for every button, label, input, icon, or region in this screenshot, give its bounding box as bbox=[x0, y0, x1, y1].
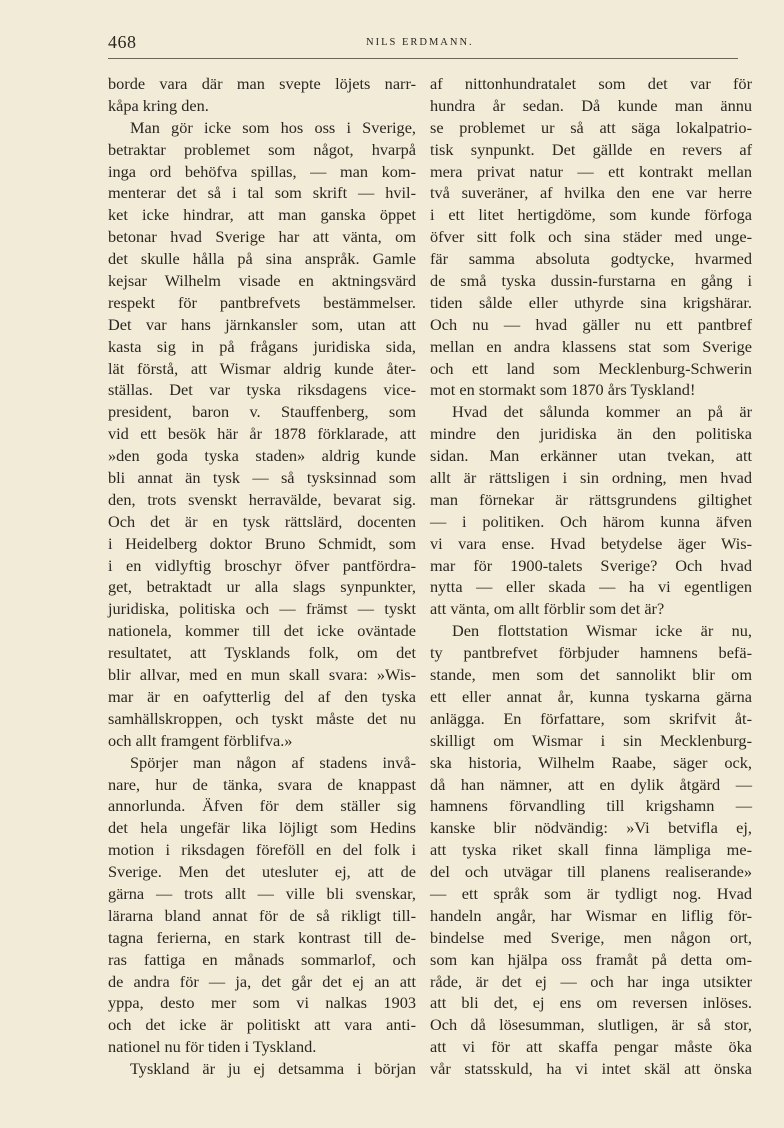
text-line: ket icke hindrar, att man ganska öppet bbox=[108, 205, 416, 225]
text-line: se problemet ur så att säga lokalpatrio- bbox=[430, 117, 752, 137]
text-line: mar för 1900-talets Sverige? Och hvad bbox=[430, 555, 752, 575]
text-line: betraktar problemet som något, hvarpå bbox=[108, 139, 416, 159]
text-line: gärna — trots allt — ville bli svenskar, bbox=[108, 883, 416, 903]
text-line: mindre den juridiska än den politiska bbox=[430, 424, 752, 444]
text-line: skilligt om Wismar i sin Mecklenburg- bbox=[430, 730, 752, 750]
text-line: menterar det så i tal som skrift — hvil- bbox=[108, 183, 416, 203]
text-line: kasta sig in på frågans juridiska sida, bbox=[108, 336, 416, 356]
text-line: tiden sålde eller uthyrde sina krigshärar. bbox=[430, 292, 752, 312]
text-line: tisk synpunkt. Det gällde en revers af bbox=[430, 139, 752, 159]
text-line: att bli det, ej ens om reversen inlöses. bbox=[430, 993, 752, 1013]
text-line: bindelse med Sverige, men någon ort, bbox=[430, 927, 752, 947]
text-line: och ett land som Mecklenburg-Schwerin bbox=[430, 358, 752, 378]
text-line: två suveräner, af hvilka den ene var herre bbox=[430, 183, 752, 203]
text-line: anlägga. En författare, som skrifvit åt- bbox=[430, 708, 752, 728]
text-line: juridiska, politiska och — främst — tyskt bbox=[108, 599, 416, 619]
text-line: vid ett besök här år 1878 förklarade, att bbox=[108, 424, 416, 444]
text-line: att vänta, om allt förblir som det är? bbox=[430, 599, 665, 619]
header-rule bbox=[108, 58, 738, 59]
text-line: Och nu — hvad gäller nu ett pantbref bbox=[430, 314, 752, 334]
text-line: då han nämner, att en dylik åtgärd — bbox=[430, 774, 752, 794]
text-line: Hvad det sålunda kommer an på är bbox=[452, 402, 752, 422]
text-line: hamnens förvandling till krigshamn — bbox=[430, 796, 752, 816]
text-line: vi vara ense. Hvad betydelse äger Wis- bbox=[430, 533, 752, 553]
text-line: att vi för att skaffa pengar måste öka bbox=[430, 1037, 752, 1057]
text-line: del och utvägar till planens realiserande» bbox=[430, 862, 752, 882]
text-line: motion i riksdagen föreföll en del folk i bbox=[108, 840, 416, 860]
text-line: ställas. Det var tyska riksdagens vice- bbox=[108, 380, 416, 400]
text-line: fär samma absoluta godtycke, hvarmed bbox=[430, 249, 752, 269]
text-line: i Heidelberg doktor Bruno Schmidt, som bbox=[108, 533, 416, 553]
text-line: nationela, kommer till det icke oväntade bbox=[108, 621, 416, 641]
text-line: mera privat natur — ett kontrakt mellan bbox=[430, 161, 752, 181]
text-line: blir allvar, med en mun skall svara: »Wis- bbox=[108, 665, 416, 685]
text-line: i en vidlyftig broschyr öfver pantfördra- bbox=[108, 555, 416, 575]
page-header bbox=[108, 32, 738, 58]
text-line: resultatet, att Tysklands folk, om det bbox=[108, 643, 416, 663]
text-line: get, betraktadt ur alla slags synpunkter, bbox=[108, 577, 416, 597]
text-line: af nittonhundratalet som det var för bbox=[430, 74, 752, 93]
text-line: nytta — eller skada — ha vi egentligen bbox=[430, 577, 752, 597]
text-line: — i politiken. Och härom kunna äfven bbox=[430, 511, 752, 531]
text-line: — ett språk som är tydligt nog. Hvad bbox=[430, 883, 752, 903]
text-line: de små tyska dussin-furstarna en gång i bbox=[430, 271, 752, 291]
text-line: borde vara där man svepte löjets narr- bbox=[108, 74, 416, 93]
text-line: Sverige. Men det utesluter ej, att de bbox=[108, 862, 416, 882]
text-line: betonar hvad Sverige har att vänta, om bbox=[108, 227, 416, 247]
text-line: Tyskland är ju ej detsamma i början bbox=[130, 1059, 416, 1079]
text-line: president, baron v. Stauffenberg, som bbox=[108, 402, 416, 422]
text-line: Det var hans järnkansler som, utan att bbox=[108, 314, 416, 334]
text-line: ska historia, Wilhelm Raabe, säger ock, bbox=[430, 752, 752, 772]
text-line: råde, är det ej — och har inga utsikter bbox=[430, 971, 752, 991]
text-line: allt är rättsligen i sin ordning, men hvad bbox=[430, 468, 752, 488]
text-line: Man gör icke som hos oss i Sverige, bbox=[130, 117, 416, 137]
text-line: kanske blir nödvändig: »Vi betvifla ej, bbox=[430, 818, 752, 838]
text-line: i ett litet hertigdöme, som kunde förfoga bbox=[430, 205, 752, 225]
text-line: inga ord behöfva spillas, — man kom- bbox=[108, 161, 416, 181]
text-line: lärarna bland annat för de så rikligt till- bbox=[108, 905, 416, 925]
text-line: de andra för — ja, det går det ej an att bbox=[108, 971, 416, 991]
text-line: ett eller annat år, kunna tyskarna gärna bbox=[430, 686, 752, 706]
text-line: »den goda tyska staden» aldrig kunde bbox=[108, 446, 416, 466]
text-line: och det icke är politiskt att vara anti- bbox=[108, 1015, 416, 1035]
text-line: man förnekar är rättsgrundens giltighet bbox=[430, 489, 752, 509]
text-line: kejsar Wilhelm visade en aktningsvärd bbox=[108, 271, 416, 291]
text-line: Och då lösesumman, slutligen, är så stor, bbox=[430, 1015, 752, 1035]
text-line: tagna ferierna, en stark kontrast till de- bbox=[108, 927, 416, 947]
text-line: Spörjer man någon af stadens invå- bbox=[130, 752, 416, 772]
text-line: det skulle hålla på sina anspråk. Gamle bbox=[108, 249, 416, 269]
text-line: kåpa kring den. bbox=[108, 95, 209, 115]
page-number: 468 bbox=[108, 32, 137, 52]
text-line: respekt för pantbrefvets bestämmelser. bbox=[108, 292, 416, 312]
text-line: sidan. Man erkänner utan tvekan, att bbox=[430, 446, 752, 466]
text-line: hundra år sedan. Då kunde man ännu bbox=[430, 95, 752, 115]
text-line: annorlunda. Äfven för dem ställer sig bbox=[108, 796, 416, 816]
text-line: stande, men som det sannolikt blir om bbox=[430, 665, 752, 685]
right-column bbox=[430, 73, 752, 1080]
text-line: nationel nu för tiden i Tyskland. bbox=[108, 1037, 317, 1057]
text-line: som kan hjälpa oss framåt på detta om- bbox=[430, 949, 752, 969]
text-line: mot en stormakt som 1870 års Tyskland! bbox=[430, 380, 696, 400]
left-column bbox=[108, 73, 416, 1080]
text-line: yppa, desto mer som vi nalkas 1903 bbox=[108, 993, 416, 1013]
text-line: mar är en oafytterlig del af den tyska bbox=[108, 686, 416, 706]
text-line: och allt framgent förblifva.» bbox=[108, 730, 293, 750]
text-line: Och det är en tysk rättslärd, docenten bbox=[108, 511, 416, 531]
text-line: den, trots svenskt herravälde, bevarat sig. bbox=[108, 489, 416, 509]
text-line: handeln angår, har Wismar en liflig för- bbox=[430, 905, 752, 925]
text-line: öfver sitt folk och sina städer med unge- bbox=[430, 227, 752, 247]
text-line: lät förstå, att Wismar aldrig kunde åter- bbox=[108, 358, 416, 378]
text-line: samhällskroppen, och tyskt måste det nu bbox=[108, 708, 416, 728]
text-line: mellan en andra klassens stat som Sverige bbox=[430, 336, 752, 356]
text-line: att tyska riket skall finna lämpliga me- bbox=[430, 840, 752, 860]
text-line: det hela ungefär lika löjligt som Hedins bbox=[108, 818, 416, 838]
running-head: NILS ERDMANN. bbox=[366, 37, 474, 48]
text-line: Den flottstation Wismar icke är nu, bbox=[452, 621, 752, 641]
text-line: nare, hur de tänka, svara de knappast bbox=[108, 774, 416, 794]
text-line: ty pantbrefvet förbjuder hamnens befä- bbox=[430, 643, 752, 663]
text-line: vår statsskuld, ha vi intet skäl att önska bbox=[430, 1059, 752, 1079]
text-line: ras fattiga en månads sommarlof, och bbox=[108, 949, 416, 969]
text-line: bli annat än tysk — så tysksinnad som bbox=[108, 468, 416, 488]
